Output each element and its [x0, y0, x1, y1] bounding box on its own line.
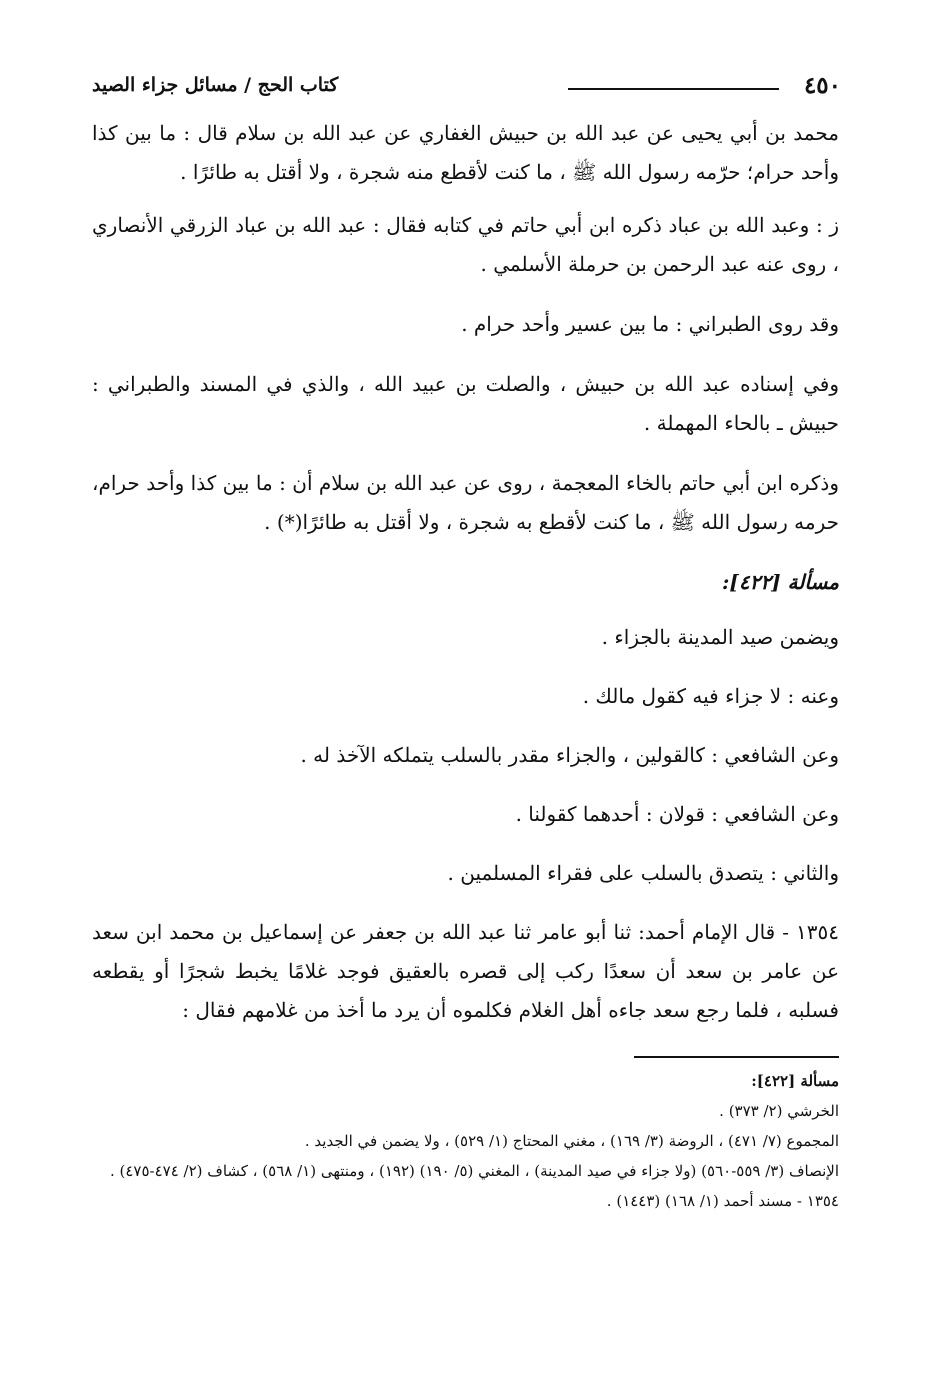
page-number: ٤٥٠	[803, 72, 841, 99]
main-text	[92, 114, 839, 1030]
paragraph: والثاني : يتصدق بالسلب على فقراء المسلمين .	[447, 861, 839, 885]
footnote: المجموع (٧/ ٤٧١) ، الروضة (٣/ ١٦٩) ، مغني المحتاج (١/ ٥٢٩) ، ولا يضمن في الجديد .	[304, 1132, 839, 1150]
footnote: ١٣٥٤ - مسند أحمد (١/ ١٦٨) (١٤٤٣) .	[606, 1192, 839, 1210]
paragraph: وذكره ابن أبي حاتم بالخاء المعجمة ، روى عن عبد الله بن سلام أن : ما بين كذا وأحد حرام، حرمه رسول الله ﷺ ، ما كنت لأقطع به شجرة ، ولا أقتل به طائرًا(*) .	[92, 471, 839, 534]
paragraph: ز : وعبد الله بن عباد ذكره ابن أبي حاتم في كتابه فقال : عبد الله بن عباد الزرقي الأنصاري ، روى عنه عبد الرحمن بن حرملة الأسلمي .	[92, 213, 839, 276]
paragraph: وعن الشافعي : كالقولين ، والجزاء مقدر بالسلب يتملكه الآخذ له .	[300, 743, 839, 767]
page-header	[92, 68, 841, 108]
footnote-heading: مسألة [٤٢٢]:	[751, 1072, 839, 1090]
paragraph: وعنه : لا جزاء فيه كقول مالك .	[582, 684, 839, 708]
paragraph: وقد روى الطبراني : ما بين عسير وأحد حرام .	[461, 312, 839, 336]
paragraph: محمد بن أبي يحيى عن عبد الله بن حبيش الغفاري عن عبد الله بن سلام قال : ما بين كذا وأحد حرام؛ حرّمه رسول الله ﷺ ، ما كنت لأقطع منه شجرة ، ولا أقتل به طائرًا .	[92, 121, 839, 184]
paragraph: وعن الشافعي : قولان : أحدهما كقولنا .	[515, 802, 839, 826]
footnotes	[92, 1066, 839, 1216]
footnote: الخرشي (٢/ ٣٧٣) .	[719, 1102, 839, 1120]
footnote: الإنصاف (٣/ ٥٥٩-٥٦٠) (ولا جزاء في صيد المدينة) ، المغني (٥/ ١٩٠) (١٩٢) ، ومنتهى (١/ ٥٦٨) ، كشاف (٢/ ٤٧٤-٤٧٥) .	[109, 1162, 839, 1180]
paragraph: وفي إسناده عبد الله بن حبيش ، والصلت بن عبيد الله ، والذي في المسند والطبراني : حبيش ـ بالحاء المهملة .	[92, 372, 839, 435]
hadith-paragraph: ١٣٥٤ - قال الإمام أحمد: ثنا أبو عامر ثنا عبد الله بن جعفر عن إسماعيل بن محمد ابن سعد عن عامر بن سعد أن سعدًا ركب إلى قصره بالعقيق فوجد غلامًا يخبط شجرًا أو يقطعه فسلبه ، فلما رجع سعد جاءه أهل الغلام فكلموه أن يرد ما أخذ من غلامهم فقال :	[92, 920, 839, 1022]
issue-heading: مسألة [٤٢٢]:	[722, 570, 839, 594]
header-rule	[568, 88, 779, 90]
footnote-rule	[634, 1056, 839, 1058]
running-title: كتاب الحج / مسائل جزاء الصيد	[92, 74, 339, 96]
paragraph: ويضمن صيد المدينة بالجزاء .	[601, 625, 839, 649]
